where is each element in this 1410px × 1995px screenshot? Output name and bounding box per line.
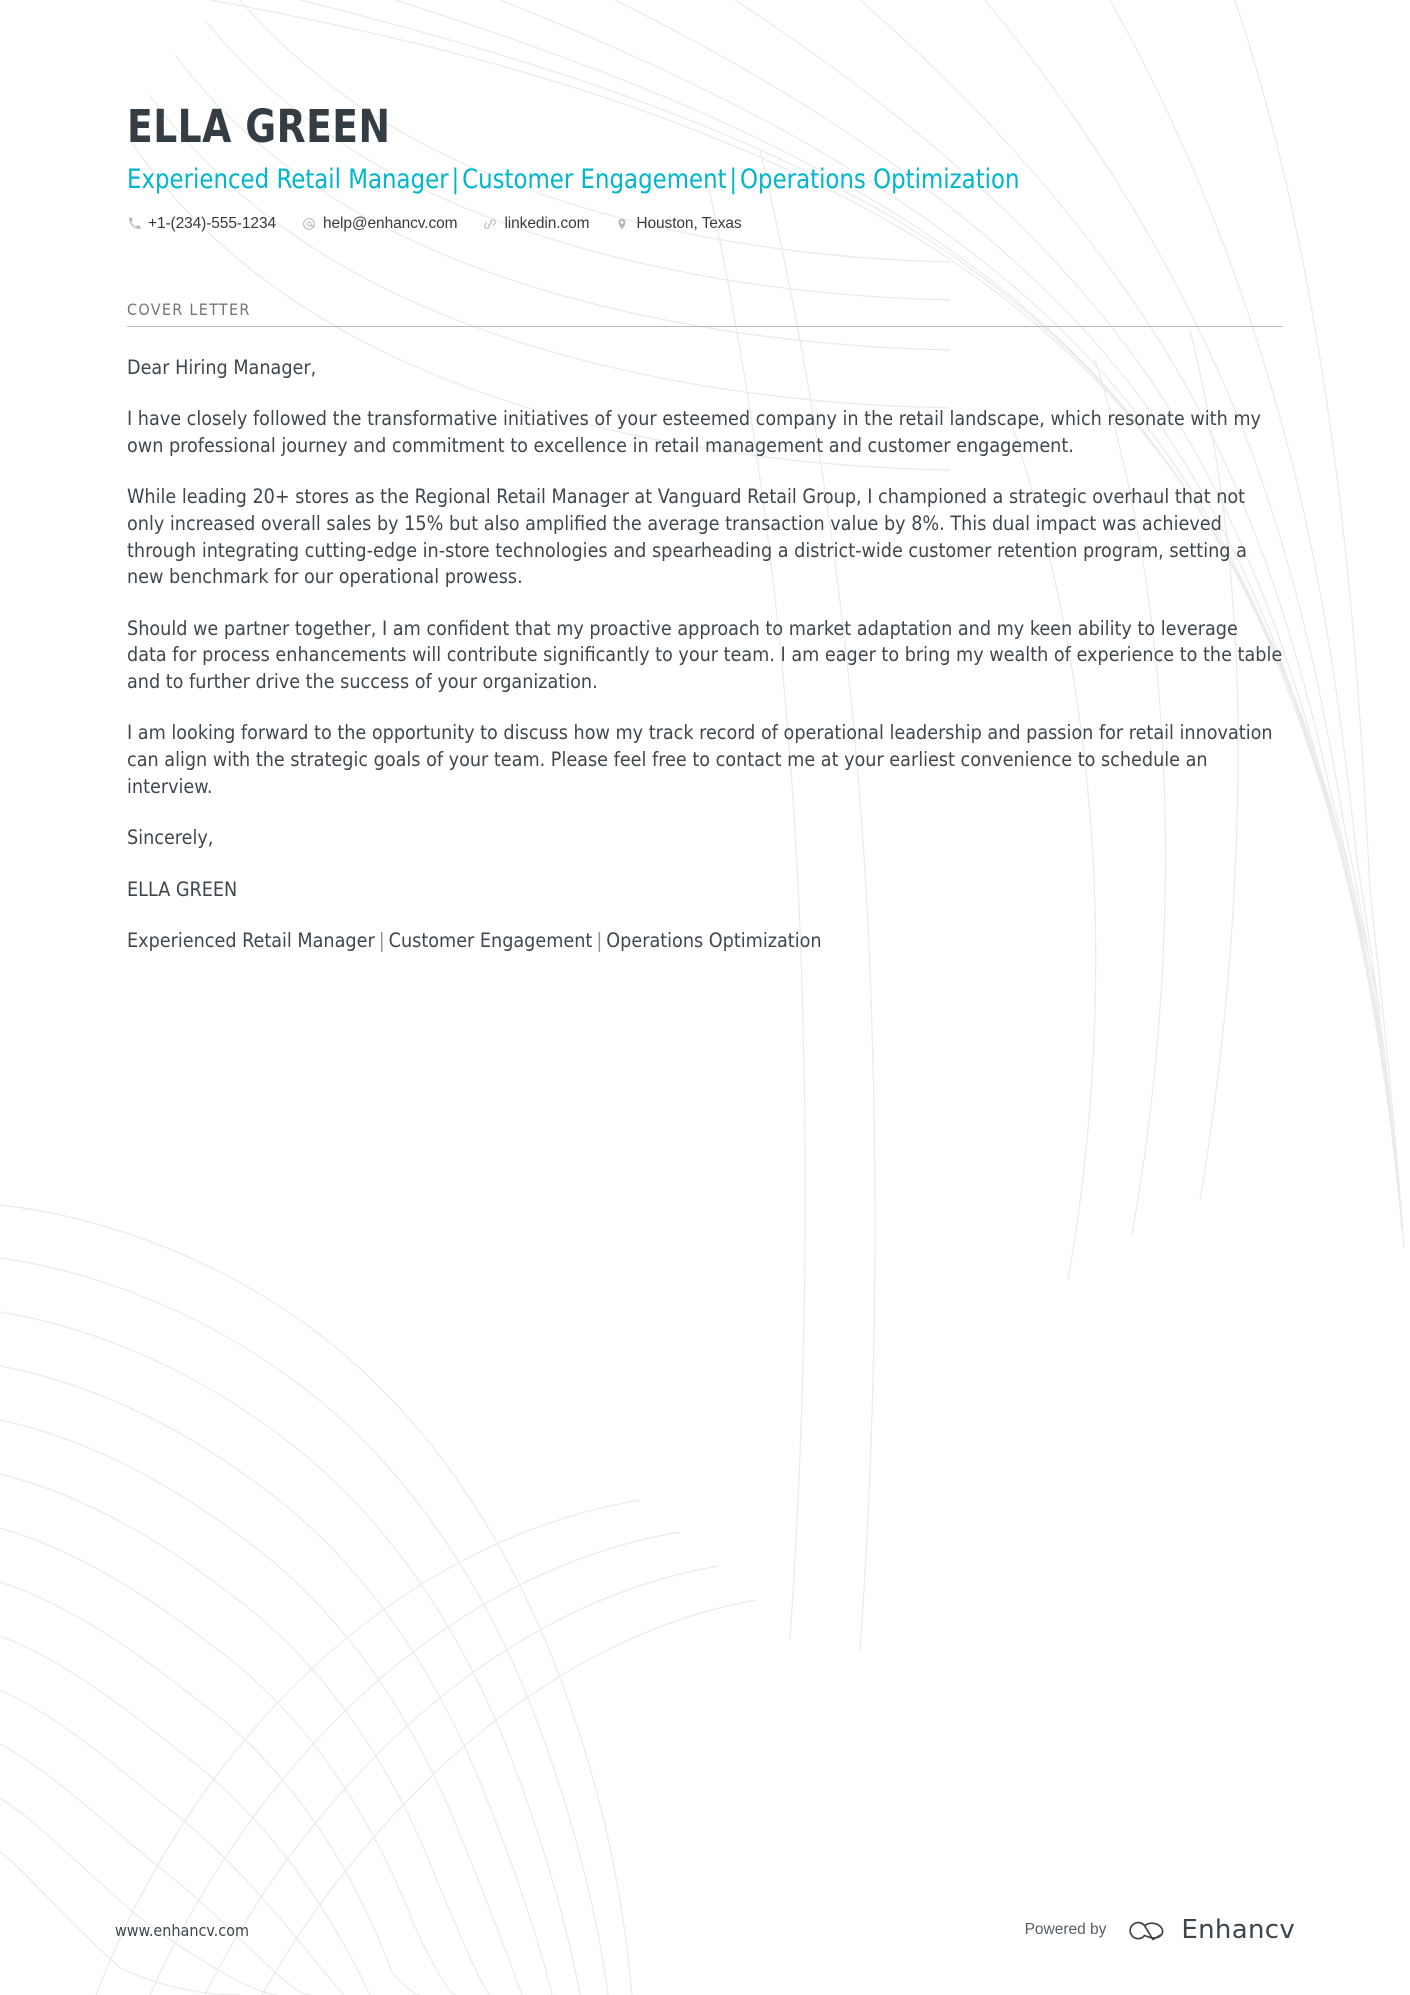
cover-letter-section: [127, 300, 1283, 956]
letter-paragraph: While leading 20+ stores as the Regional Retail Manager at Vanguard Retail Group, I championed a strategic overhaul that not only increased overall sales by 15% but also amplified the average transaction value by 8%. This dual impact was achieved through integrating cutting-edge in-store technologies and spearheading a district-wide customer retention program, setting a new benchmark for our operational prowess.: [127, 485, 1247, 589]
contact-email[interactable]: [302, 216, 457, 232]
headline-separator: |: [451, 164, 460, 196]
closing-title-separator: |: [596, 929, 603, 953]
headline-part-3: Operations Optimization: [740, 164, 1020, 196]
closing-title-part-3: Operations Optimization: [606, 929, 822, 953]
headline-separator: |: [729, 164, 738, 196]
document-content: [0, 0, 1410, 955]
location-pin-icon: [615, 216, 629, 231]
closing-title-part-2: Customer Engagement: [388, 929, 593, 953]
professional-headline: [127, 164, 1237, 196]
enhancv-logo[interactable]: [1120, 1915, 1295, 1945]
letter-paragraph: Should we partner together, I am confident that my proactive approach to market adaptation and my keen ability to leverage data for process enhancements will contribute significantly to your team. I am eager to bring my wealth of experience to the table and to further drive the success of your organization.: [127, 616, 1283, 693]
letter-body: [127, 355, 1283, 956]
letter-salutation: Dear Hiring Manager,: [127, 355, 317, 379]
letter-signature-name: ELLA GREEN: [127, 877, 238, 901]
section-heading: COVER LETTER: [127, 299, 251, 319]
page-footer: [0, 1865, 1410, 1995]
letter-paragraph: I have closely followed the transformative initiatives of your esteemed company in the retail landscape, which resonate with my own professional journey and commitment to excellence in retail management and customer engagement.: [127, 407, 1261, 457]
contact-location[interactable]: [615, 216, 741, 232]
footer-website-url[interactable]: www.enhancv.com: [115, 1920, 249, 1940]
letter-signoff: Sincerely,: [127, 826, 214, 850]
closing-title-part-1: Experienced Retail Manager: [127, 929, 375, 953]
contact-link[interactable]: [483, 216, 589, 232]
powered-by-label: Powered by: [1024, 1921, 1107, 1938]
link-icon: [483, 216, 497, 231]
headline-part-1: Experienced Retail Manager: [127, 164, 449, 196]
contact-phone[interactable]: [127, 216, 276, 232]
contact-link-text: linkedin.com: [504, 215, 590, 233]
enhancv-logo-icon: [1120, 1915, 1170, 1945]
email-icon: [302, 216, 316, 231]
letter-header: [127, 0, 1283, 232]
headline-part-2: Customer Engagement: [462, 164, 727, 196]
contact-phone-text: +1-(234)-555-1234: [148, 215, 276, 233]
contact-location-text: Houston, Texas: [636, 215, 742, 233]
letter-paragraph: I am looking forward to the opportunity to discuss how my track record of operational leadership and passion for retail innovation can align with the strategic goals of your team. Please feel free to contact me at your earliest convenience to schedule an interview.: [127, 721, 1273, 798]
contact-email-text: help@enhancv.com: [322, 215, 458, 233]
letter-closing-title: [127, 928, 1283, 955]
contact-details-row: [127, 216, 1283, 232]
section-divider: [127, 326, 1283, 327]
footer-branding: [1025, 1915, 1295, 1945]
enhancv-wordmark: Enhancv: [1181, 1915, 1295, 1945]
phone-icon: [127, 216, 141, 231]
page-title: ELLA GREEN: [127, 100, 391, 153]
closing-title-separator: |: [378, 929, 385, 953]
